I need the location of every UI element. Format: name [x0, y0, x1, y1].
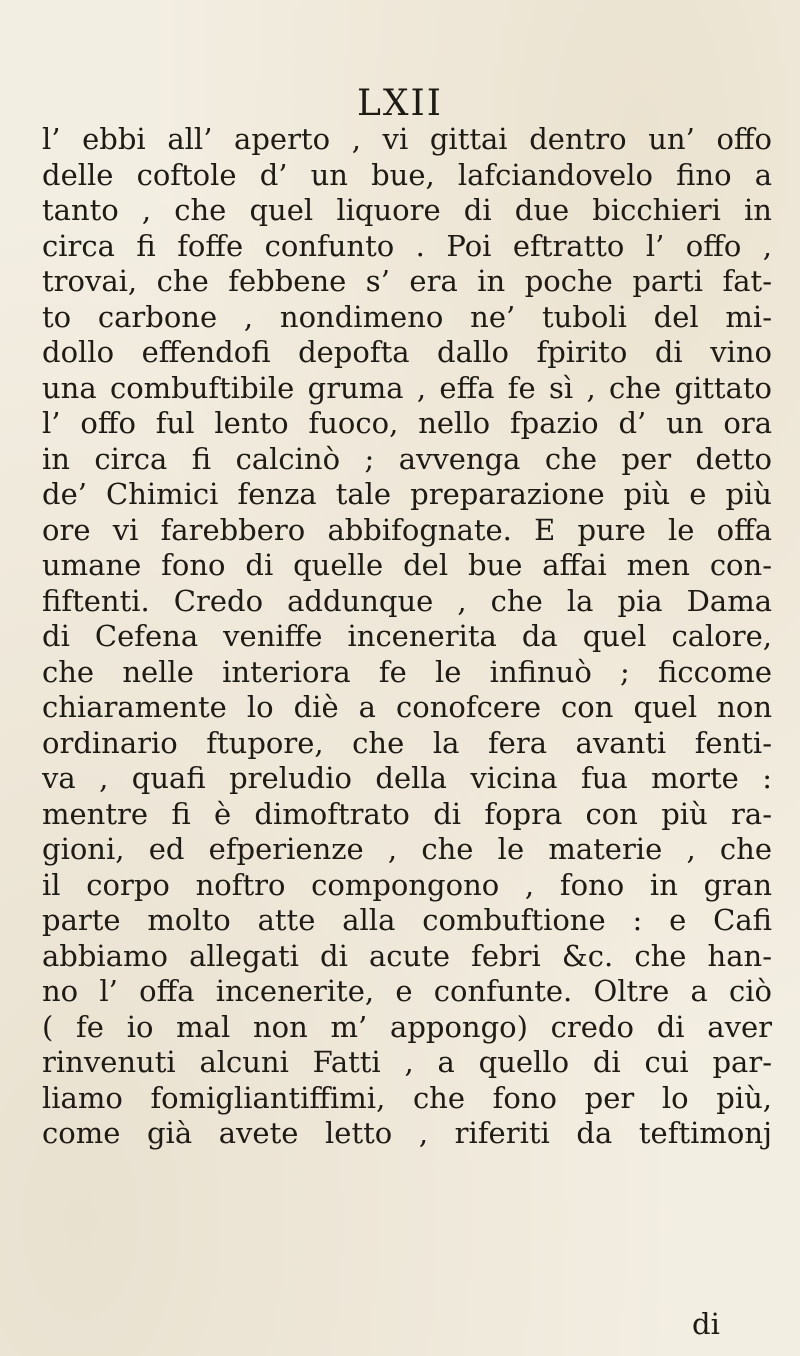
page-header-numeral: LXII: [357, 83, 443, 124]
text-line: no l’ offa incenerite, e confunte. Oltre a ciò: [42, 974, 772, 1008]
text-line: parte molto atte alla combuftione : e Cafi: [42, 903, 772, 937]
text-line: che nelle interiora fe le infinuò ; ficcome: [42, 654, 772, 689]
text-line: in circa fi calcinò ; avvenga che per detto: [42, 441, 772, 476]
text-line: ordinario ftupore, che la fera avanti fenti-: [42, 725, 772, 760]
text-line: va , quafi preludio della vicina fua morte :: [42, 761, 772, 795]
text-line: de’ Chimici fenza tale preparazione più e più: [42, 477, 772, 511]
text-line: dollo effendofi depofta dallo fpirito di vino: [42, 335, 772, 369]
text-line: fiftenti. Credo addunque , che la pia Dama: [42, 583, 772, 618]
text-line: delle coftole d’ un bue, lafciandovelo fino a: [42, 157, 772, 192]
catchword: di: [692, 1307, 720, 1341]
text-line: umane fono di quelle del bue affai men con-: [42, 548, 772, 582]
text-line: circa fi foffe confunto . Poi eftratto l’ offo ,: [42, 228, 772, 263]
text-line: rinvenuti alcuni Fatti , a quello di cui par-: [42, 1045, 772, 1079]
text-line: abbiamo allegati di acute febri &c. che han-: [42, 938, 772, 973]
text-line: l’ ebbi all’ aperto , vi gittai dentro un’ offo: [42, 122, 772, 156]
text-line: chiaramente lo diè a conofcere con quel non: [42, 690, 772, 724]
text-line: liamo fomigliantiffimi, che fono per lo più,: [42, 1080, 772, 1115]
text-line: ( fe io mal non m’ appongo) credo di aver: [42, 1009, 772, 1044]
text-line: to carbone , nondimeno ne’ tuboli del mi-: [42, 299, 772, 334]
text-line: il corpo noftro compongono , fono in gran: [42, 867, 772, 902]
text-line: di Cefena veniffe incenerita da quel calore,: [42, 619, 772, 653]
text-line: trovai, che febbene s’ era in poche parti fat-: [42, 264, 772, 298]
text-line: ore vi farebbero abbifognate. E pure le offa: [42, 512, 772, 547]
text-line: come già avete letto , riferiti da teftimonj: [42, 1116, 772, 1150]
text-line: una combuftibile gruma , effa fe sì , che gittato: [42, 370, 772, 405]
text-line: gioni, ed efperienze , che le materie , che: [42, 832, 772, 866]
text-line: mentre fi è dimoftrato di fopra con più ra-: [42, 796, 772, 831]
text-line: l’ offo ful lento fuoco, nello fpazio d’ un ora: [42, 406, 772, 440]
text-line: tanto , che quel liquore di due bicchieri in: [42, 193, 772, 227]
body-text: [42, 122, 772, 1152]
